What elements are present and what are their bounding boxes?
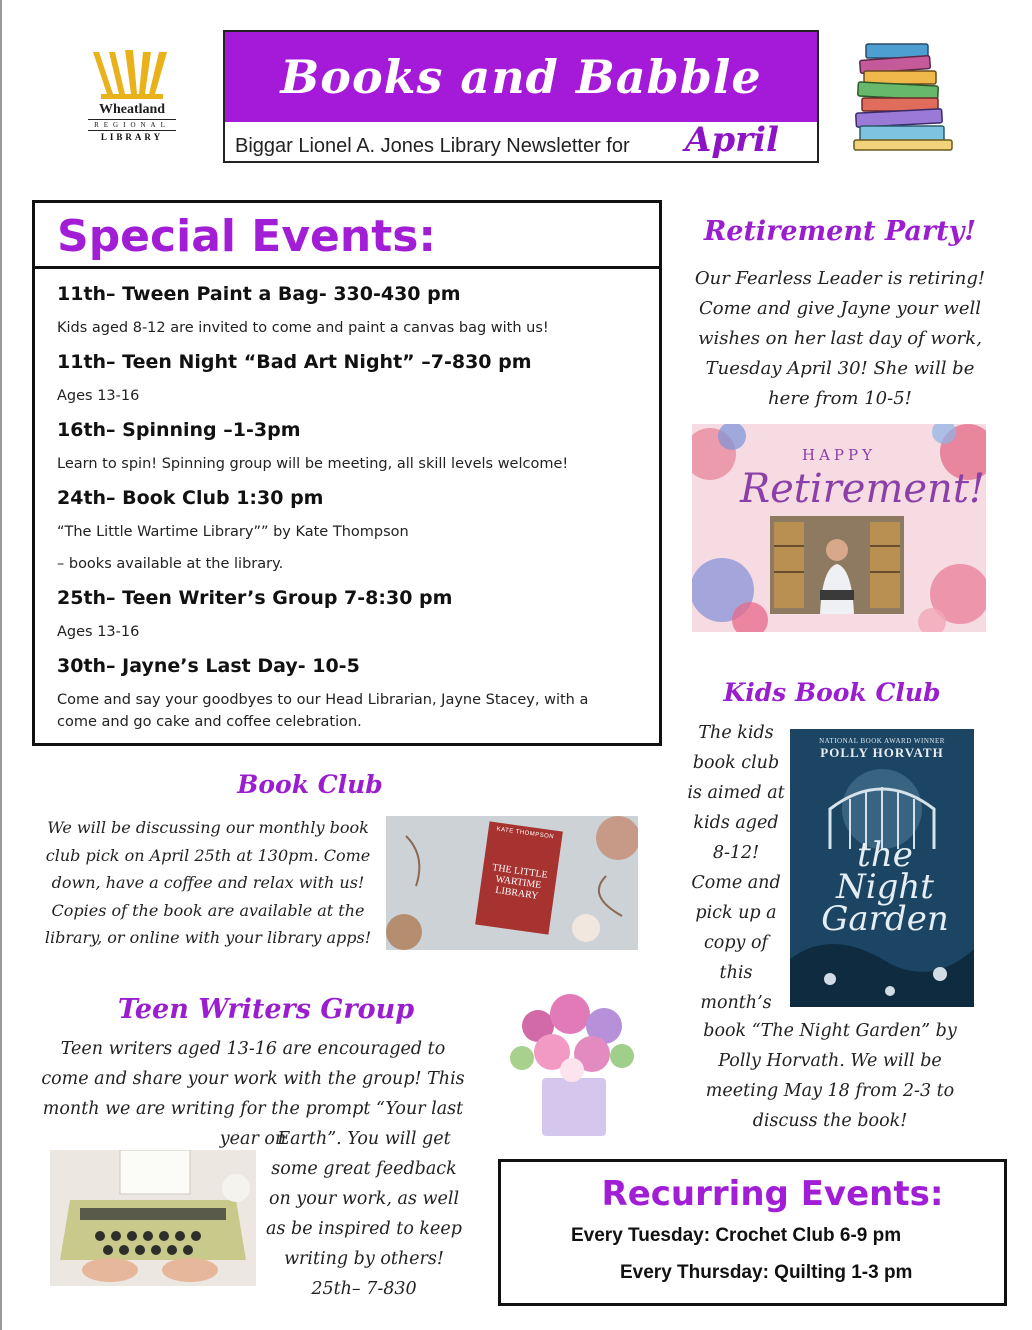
flower-vase-icon <box>508 986 636 1138</box>
recurring-item-tuesday: Every Tuesday: Crochet Club 6-9 pm <box>571 1225 902 1246</box>
teen-writers-heading: Teen Writers Group <box>117 994 415 1025</box>
newsletter-subtitle: Biggar Lionel A. Jones Library Newsletter for <box>235 135 630 157</box>
newsletter-month: April <box>685 120 779 160</box>
event-title-5: 25th– Teen Writer’s Group 7-8:30 pm <box>57 587 453 609</box>
event-desc-1: Kids aged 8-12 are invited to come and paint a canvas bag with us! <box>57 320 549 336</box>
event-title-6: 30th– Jayne’s Last Day- 10-5 <box>57 655 360 677</box>
logo-line-2: REGIONAL <box>88 119 176 131</box>
kids-book-club-text: The kids book club is aimed at kids aged 8-12! Come and pick up a copy of this month’s <box>687 723 785 1013</box>
logo-line-1: Wheatland <box>98 102 166 117</box>
masthead <box>223 30 819 163</box>
wheatland-logo <box>82 48 182 144</box>
special-events-header <box>35 203 659 269</box>
recurring-events-heading: Recurring Events: <box>601 1174 944 1214</box>
event-desc-4b: – books available at the library. <box>57 556 284 572</box>
event-desc-6: Come and say your goodbyes to our Head Librarian, Jayne Stacey, with a come and go cake and coffee celebration. <box>57 692 589 730</box>
event-title-4: 24th– Book Club 1:30 pm <box>57 487 324 509</box>
cover-author-text: POLLY HORVATH <box>820 745 944 760</box>
teen-writers-text-continued: Earth”. You will get some great feedback on your work, as well as be inspired to keep writing by others! 25th– 7-830 <box>266 1129 462 1299</box>
person-icon <box>770 516 904 614</box>
wheat-icon <box>87 48 177 100</box>
wartime-cover-title: THE LITTLE WARTIME LIBRARY <box>491 862 549 902</box>
book-club-heading: Book Club <box>237 770 383 799</box>
librarian-photo <box>770 516 904 614</box>
event-desc-2: Ages 13-16 <box>57 388 140 404</box>
special-events-box <box>32 200 662 746</box>
recurring-item-thursday: Every Thursday: Quilting 1-3 pm <box>620 1262 913 1283</box>
logo-line-3: LIBRARY <box>100 132 164 142</box>
retirement-image <box>692 424 986 632</box>
event-title-3: 16th– Spinning –1-3pm <box>57 419 301 441</box>
cover-award-text: NATIONAL BOOK AWARD WINNER <box>819 737 945 745</box>
wartime-cover-author: KATE THOMPSON <box>496 826 555 841</box>
book-club-text: We will be discussing our monthly book club pick on April 25th at 130pm. Come down, have a coffee and relax with us! Copies of the book are available at the library, or online with your library apps! <box>44 818 372 947</box>
typewriter-image <box>50 1150 256 1286</box>
cover-title-text: the Night Garden <box>821 835 949 939</box>
teen-writers-text: Teen writers aged 13-16 are encouraged to come and share your work with the group! This month we are writing for the prompt “Your last year on <box>41 1039 465 1149</box>
wartime-library-cover <box>475 821 563 934</box>
special-events-heading: Special Events: <box>57 211 437 262</box>
book-stack-icon <box>852 40 962 152</box>
page-edge <box>0 0 2 1330</box>
event-desc-4: “The Little Wartime Library”” by Kate Thompson <box>57 524 409 540</box>
night-garden-cover <box>790 729 974 1007</box>
happy-text: HAPPY <box>802 446 877 464</box>
masthead-band <box>225 32 817 122</box>
recurring-events-box <box>498 1159 1007 1306</box>
event-title-2: 11th– Teen Night “Bad Art Night” –7-830 pm <box>57 351 532 373</box>
event-desc-3: Learn to spin! Spinning group will be meeting, all skill levels welcome! <box>57 456 569 472</box>
kids-book-club-text-continued: book “The Night Garden” by Polly Horvath. We will be meeting May 18 from 2-3 to discuss the book! <box>703 1021 957 1131</box>
typewriter-icon <box>50 1150 256 1286</box>
kids-book-club-heading: Kids Book Club <box>723 678 941 707</box>
event-desc-5: Ages 13-16 <box>57 624 140 640</box>
retirement-heading: Retirement Party! <box>703 216 977 247</box>
newsletter-title: Books and Babble <box>280 50 762 104</box>
retirement-text: Our Fearless Leader is retiring! Come and give Jayne your well wishes on her last day of work, Tuesday April 30! She will be here from 10-5! <box>694 268 986 409</box>
event-title-1: 11th– Tween Paint a Bag- 330-430 pm <box>57 283 461 305</box>
book-club-image <box>386 816 638 950</box>
retirement-script-text: Retirement! <box>740 466 985 512</box>
